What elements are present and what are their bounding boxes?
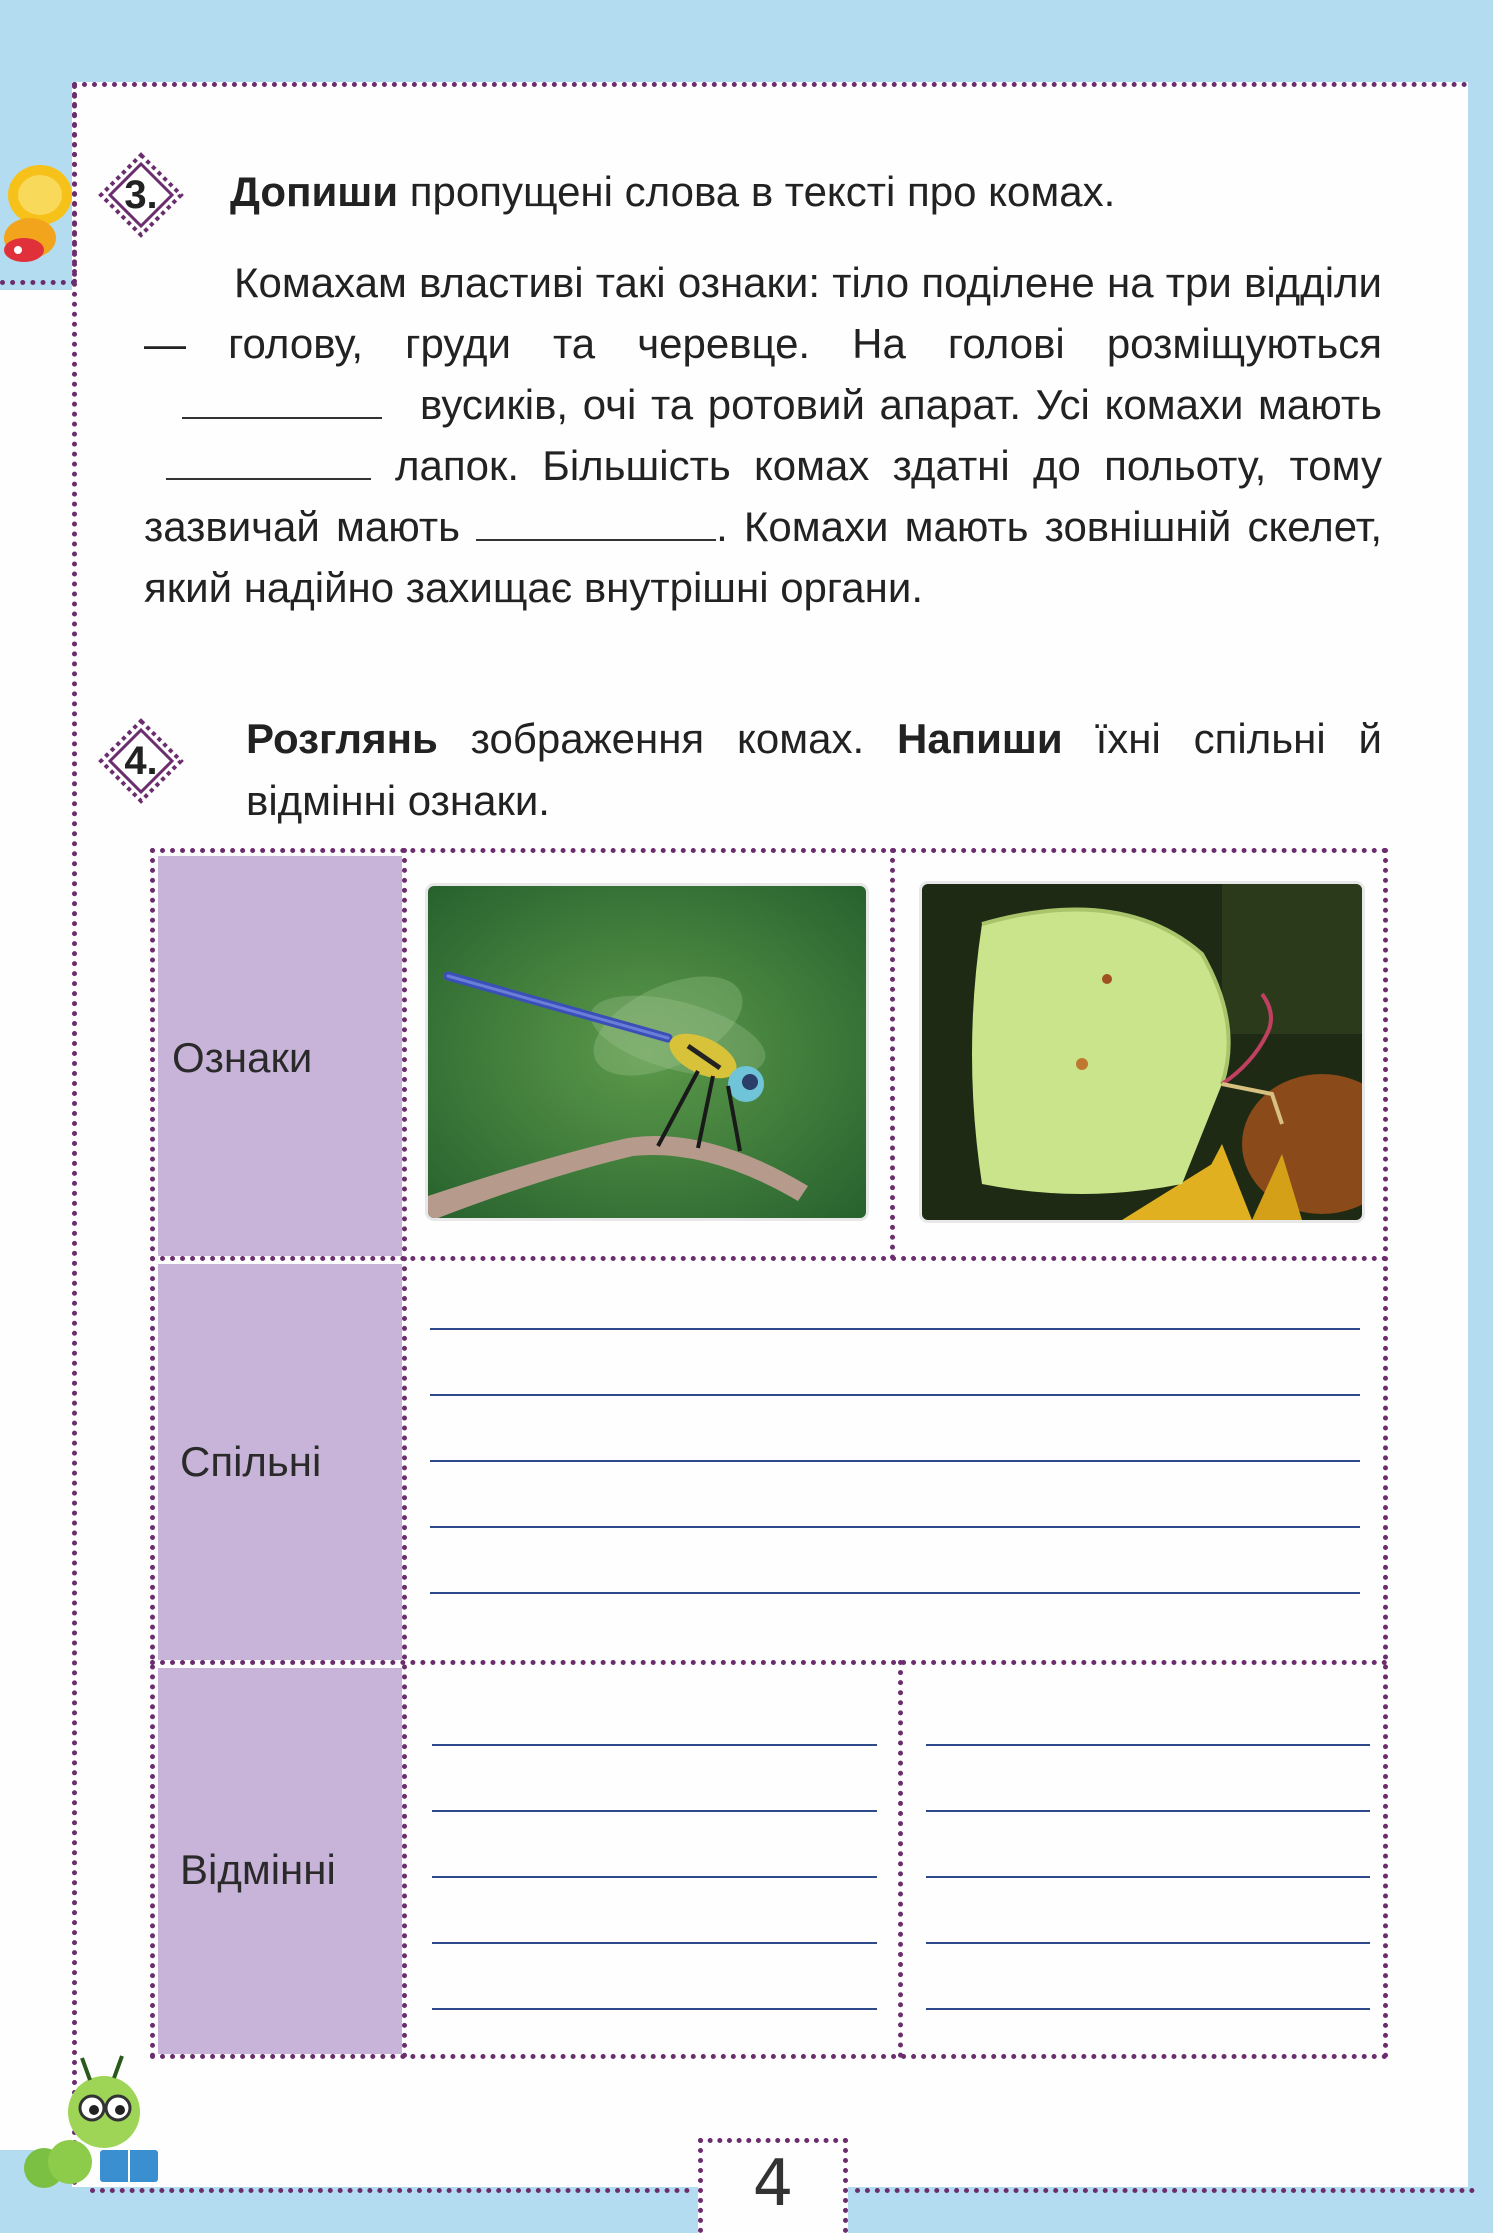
table-row-divider-1 — [150, 1256, 1388, 1261]
dragonfly-photo — [428, 886, 866, 1218]
task4-text-1: зображення комах. — [437, 715, 898, 762]
task3-number: 3. — [124, 173, 158, 217]
caterpillar-reading-icon — [22, 2050, 172, 2190]
writing-line-diff-left-2[interactable] — [432, 1810, 877, 1812]
task4-number: 4. — [124, 739, 158, 783]
task3-text-part-3: лапок. Більшість комах здатні до польоту, тому зазвичай мають — [144, 442, 1382, 550]
task3-text-part-1: Комахам властиві такі ознаки: тіло поділене на три відділи — голову, груди та черевце. На голові розміщуються — [144, 259, 1382, 367]
writing-line-diff-right-1[interactable] — [926, 1744, 1370, 1746]
writing-line-common-3[interactable] — [430, 1460, 1360, 1462]
insects-comparison-table — [150, 848, 1388, 2060]
writing-line-diff-right-4[interactable] — [926, 1942, 1370, 1944]
row-label-common: Спільні — [180, 1438, 322, 1485]
writing-line-common-1[interactable] — [430, 1328, 1360, 1330]
blank-field-3[interactable] — [476, 503, 716, 541]
task4-bold-write: Напиши — [897, 715, 1063, 762]
label-cell-different — [158, 1668, 402, 2054]
row-label-features: Ознаки — [172, 1034, 313, 1081]
table-border-left — [150, 848, 155, 2059]
label-cell-common — [158, 1264, 402, 1660]
table-border-right — [1383, 848, 1388, 2059]
task4-number-badge — [98, 718, 184, 804]
page-number-box — [698, 2138, 848, 2233]
writing-line-diff-left-5[interactable] — [432, 2008, 877, 2010]
row-label-different: Відмінні — [180, 1846, 336, 1893]
butterfly-photo — [922, 884, 1362, 1220]
writing-line-diff-left-1[interactable] — [432, 1744, 877, 1746]
butterfly-decoration-icon — [0, 150, 80, 270]
writing-line-diff-right-5[interactable] — [926, 2008, 1370, 2010]
page-border-bottom-left — [90, 2188, 690, 2193]
writing-line-diff-left-3[interactable] — [432, 1876, 877, 1878]
task4-heading — [246, 708, 1382, 832]
table-border-bottom — [150, 2054, 1388, 2059]
photo-column-divider — [890, 848, 895, 1260]
writing-line-diff-right-3[interactable] — [926, 1876, 1370, 1878]
table-row-divider-2 — [150, 1660, 1388, 1665]
task3-title-bold: Допиши — [230, 168, 399, 215]
label-column-divider — [402, 848, 407, 2059]
task3-heading — [230, 162, 1115, 222]
label-cell-features — [158, 856, 402, 1256]
writing-line-diff-left-4[interactable] — [432, 1942, 877, 1944]
writing-line-common-2[interactable] — [430, 1394, 1360, 1396]
task3-title-rest: пропущені слова в тексті про комах. — [398, 168, 1116, 215]
task3-number-badge — [98, 152, 184, 238]
page-border-step — [0, 280, 76, 285]
writing-line-common-5[interactable] — [430, 1592, 1360, 1594]
writing-line-diff-right-2[interactable] — [926, 1810, 1370, 1812]
blank-field-1[interactable] — [182, 381, 382, 419]
page-border-bottom-right — [855, 2188, 1475, 2193]
task4-bold-examine: Розглянь — [246, 715, 438, 762]
task3-text-part-4: . Комахи мають зовнішній скелет, який надійно захищає внутрішні органи. — [144, 503, 1382, 611]
task3-text-part-2: вусиків, очі та ротовий апарат. Усі комахи мають — [420, 381, 1382, 428]
differences-column-divider — [898, 1660, 903, 2058]
task3-paragraph — [144, 252, 1382, 618]
page-number: 4 — [752, 2147, 794, 2221]
table-border-top — [150, 848, 1388, 853]
page-margin-left — [0, 290, 72, 2150]
blank-field-2[interactable] — [166, 442, 371, 480]
writing-line-common-4[interactable] — [430, 1526, 1360, 1528]
task4-text-2: їхні спільні й відмінні ознаки. — [246, 715, 1382, 824]
